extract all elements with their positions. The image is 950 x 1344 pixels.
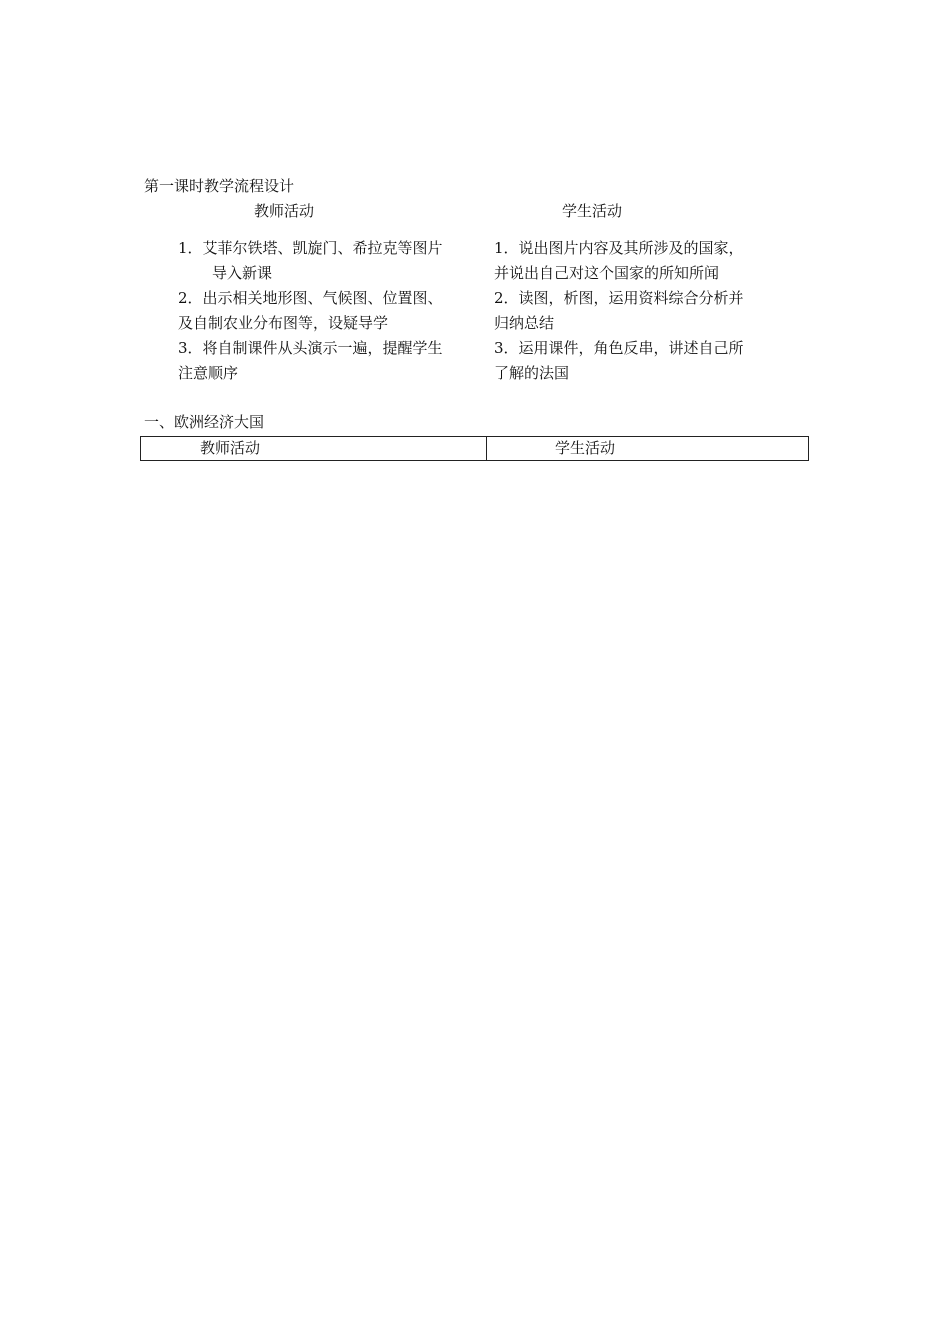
student-activity-header: 学生活动 <box>562 202 623 220</box>
teacher-item-line: 及自制农业分布图等，设疑导学 <box>178 314 389 332</box>
teacher-activity-list <box>178 236 478 386</box>
table-header-teacher <box>141 437 487 460</box>
activity-table <box>140 436 809 461</box>
table-header-student-label: 学生活动 <box>555 439 616 457</box>
teacher-activity-item <box>178 236 478 286</box>
student-item-line: 了解的法国 <box>494 364 570 382</box>
student-item-line: 1．说出图片内容及其所涉及的国家， <box>494 239 744 257</box>
section-title: 一、欧洲经济大国 <box>144 413 265 431</box>
student-activity-item <box>494 236 784 286</box>
student-activity-item <box>494 336 784 386</box>
student-item-line: 3．运用课件，角色反串，讲述自己所 <box>494 339 744 357</box>
teacher-item-line: 导入新课 <box>212 264 273 282</box>
student-item-line: 并说出自己对这个国家的所知所闻 <box>494 264 720 282</box>
student-activity-item <box>494 286 784 336</box>
table-header-student <box>487 437 808 460</box>
teacher-item-line: 2．出示相关地形图、气候图、位置图、 <box>178 289 443 307</box>
student-activity-list <box>494 236 784 386</box>
student-item-line: 归纳总结 <box>494 314 555 332</box>
lesson-title: 第一课时教学流程设计 <box>144 177 295 195</box>
teacher-item-line: 1．艾菲尔铁塔、凯旋门、希拉克等图片 <box>178 239 443 257</box>
teacher-item-line: 注意顺序 <box>178 364 239 382</box>
teacher-activity-item <box>178 286 478 336</box>
teacher-activity-item <box>178 336 478 386</box>
teacher-item-line: 3．将自制课件从头演示一遍，提醒学生 <box>178 339 443 357</box>
student-item-line: 2．读图，析图，运用资料综合分析并 <box>494 289 744 307</box>
table-header-teacher-label: 教师活动 <box>200 439 261 457</box>
teacher-activity-header: 教师活动 <box>254 202 315 220</box>
